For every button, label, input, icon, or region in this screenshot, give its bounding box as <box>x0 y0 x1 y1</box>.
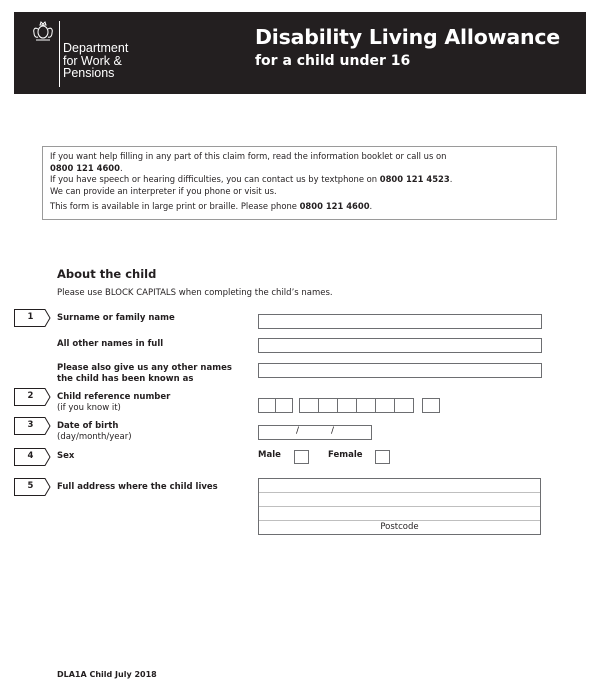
question-3-number: 3 <box>27 420 34 430</box>
child-ref-check-cell[interactable] <box>422 398 440 413</box>
address-line-divider <box>259 520 540 521</box>
child-ref-cell[interactable] <box>258 398 276 413</box>
child-ref-label <box>57 392 170 413</box>
question-3-marker <box>14 417 51 435</box>
dob-separator: / <box>331 426 335 436</box>
help-text-1: If you want help filling in any part of this claim form, read the information booklet or call us on 0800 121 4600. <box>50 151 447 173</box>
known-as-input[interactable] <box>258 363 542 378</box>
help-line-4: This form is available in large print or braille. Please phone <box>50 201 297 212</box>
child-ref-cell[interactable] <box>375 398 395 413</box>
dob-label-text: Date of birth <box>57 421 119 431</box>
address-label <box>57 482 218 493</box>
department-name <box>63 42 128 80</box>
address-label-text: Full address where the child lives <box>57 482 218 492</box>
known-as-label-line-1: Please also give us any other names <box>57 363 232 373</box>
child-ref-cell[interactable] <box>318 398 338 413</box>
help-info-box <box>42 146 557 220</box>
dob-separator: / <box>296 426 300 436</box>
child-ref-cell[interactable] <box>337 398 357 413</box>
question-4-marker <box>14 448 51 466</box>
department-line-1: Department <box>63 41 129 55</box>
department-line-2: for Work & <box>63 53 122 68</box>
child-ref-hint: (if you know it) <box>57 402 121 413</box>
question-2-marker <box>14 388 51 406</box>
surname-label-text: Surname or family name <box>57 313 175 323</box>
other-names-label-text: All other names in full <box>57 339 164 349</box>
section-title: About the child <box>57 267 157 281</box>
help-text-3: We can provide an interpreter if you phone or visit us. <box>50 185 277 196</box>
help-phone-1: 0800 121 4600 <box>50 162 120 173</box>
child-ref-label-text: Child reference number <box>57 392 171 402</box>
other-names-input[interactable] <box>258 338 542 353</box>
question-4-number: 4 <box>27 451 34 461</box>
question-5-marker <box>14 478 51 496</box>
dob-hint: (day/month/year) <box>57 431 132 442</box>
help-line-2: If you have speech or hearing difficulties, you can contact us by textphone on <box>50 174 378 185</box>
dob-input[interactable] <box>258 425 372 440</box>
form-title-sub: for a child under 16 <box>254 53 411 69</box>
child-ref-cell[interactable] <box>394 398 414 413</box>
male-label: Male <box>258 450 281 460</box>
help-line-1: If you want help filling in any part of this claim form, read the information booklet or call us on <box>50 151 447 161</box>
address-line-divider <box>259 506 540 507</box>
surname-input[interactable] <box>258 314 542 329</box>
address-line-divider <box>259 492 540 493</box>
female-checkbox[interactable] <box>375 450 390 464</box>
section-subtitle: Please use BLOCK CAPITALS when completing the child’s names. <box>57 288 333 298</box>
known-as-label-line-2: the child has been known as <box>57 373 194 384</box>
child-ref-cell[interactable] <box>275 398 293 413</box>
help-text-2: If you have speech or hearing difficulties, you can contact us by textphone on 0800 121 4523. <box>50 174 453 185</box>
form-code: DLA1A Child July 2018 <box>57 670 157 679</box>
form-title-main: Disability Living Allowance <box>254 25 560 49</box>
surname-label <box>57 313 175 324</box>
other-names-label <box>57 339 163 350</box>
known-as-label <box>57 363 232 384</box>
child-ref-cell[interactable] <box>299 398 319 413</box>
sex-label-text: Sex <box>57 451 75 461</box>
textphone-number: 0800 121 4523 <box>379 174 450 185</box>
question-1-marker <box>14 309 51 327</box>
question-5-number: 5 <box>27 481 34 491</box>
sex-label <box>57 451 74 462</box>
male-checkbox[interactable] <box>294 450 309 464</box>
help-phone-2: 0800 121 4600 <box>299 201 370 212</box>
header-divider <box>59 21 60 87</box>
address-input[interactable] <box>258 478 541 535</box>
question-2-number: 2 <box>27 391 34 401</box>
question-1-number: 1 <box>27 312 34 322</box>
dob-label <box>57 421 132 442</box>
help-text-4: This form is available in large print or braille. Please phone 0800 121 4600. <box>50 201 373 212</box>
female-label: Female <box>328 450 363 460</box>
postcode-label: Postcode <box>380 522 419 532</box>
department-line-3: Pensions <box>63 66 115 80</box>
form-title <box>255 25 560 69</box>
royal-crest-icon <box>30 20 56 42</box>
header-banner <box>14 12 586 94</box>
child-ref-cell[interactable] <box>356 398 376 413</box>
